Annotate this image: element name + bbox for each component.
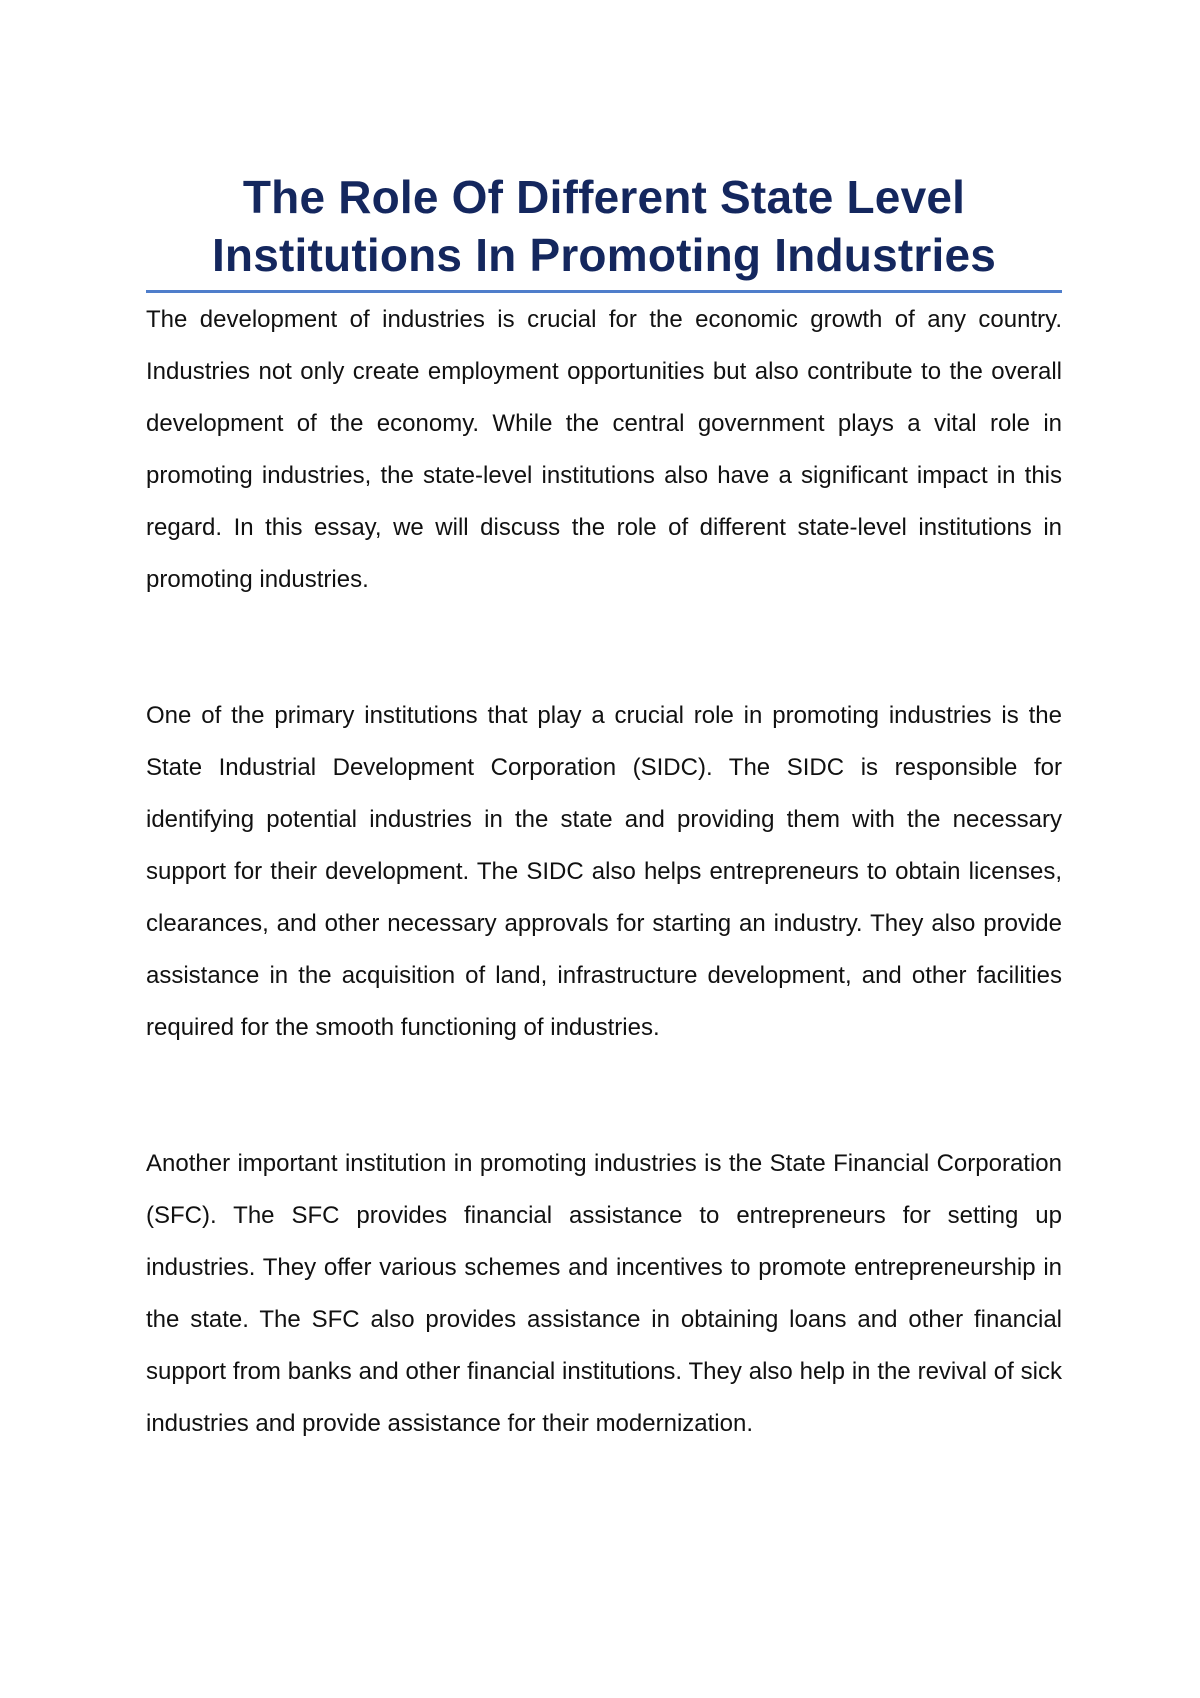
document-title: The Role Of Different State Level Institutions In Promoting Industries (211, 171, 997, 281)
paragraph-intro: The development of industries is crucial for the economic growth of any country. Industries not only create employment opportunities but also contribute to the overall development of the economy. While the central government plays a vital role in promoting industries, the state-level institutions also have a significant impact in this regard. In this essay, we will discuss the role of different state-level institutions in promoting industries. (146, 306, 1062, 593)
paragraph-spacer (146, 1054, 1062, 1138)
paragraph-sidc: One of the primary institutions that play a crucial role in promoting industries is the State Industrial Development Corporation (SIDC). The SIDC is responsible for identifying potential industries in the state and providing them with the necessary support for their development. The SIDC also helps entrepreneurs to obtain licenses, clearances, and other necessary approvals for starting an industry. They also provide assistance in the acquisition of land, infrastructure development, and other facilities required for the smooth functioning of industries. (146, 702, 1062, 1041)
paragraph-spacer (146, 606, 1062, 690)
paragraph-sfc: Another important institution in promoting industries is the State Financial Corporation (SFC). The SFC provides financial assistance to entrepreneurs for setting up industries. They offer various schemes and incentives to promote entrepreneurship in the state. The SFC also provides assistance in obtaining loans and other financial support from banks and other financial institutions. They also help in the revival of sick industries and provide assistance for their modernization. (146, 1150, 1062, 1437)
document-content (146, 168, 1062, 1450)
title-underline-rule (146, 290, 1062, 293)
